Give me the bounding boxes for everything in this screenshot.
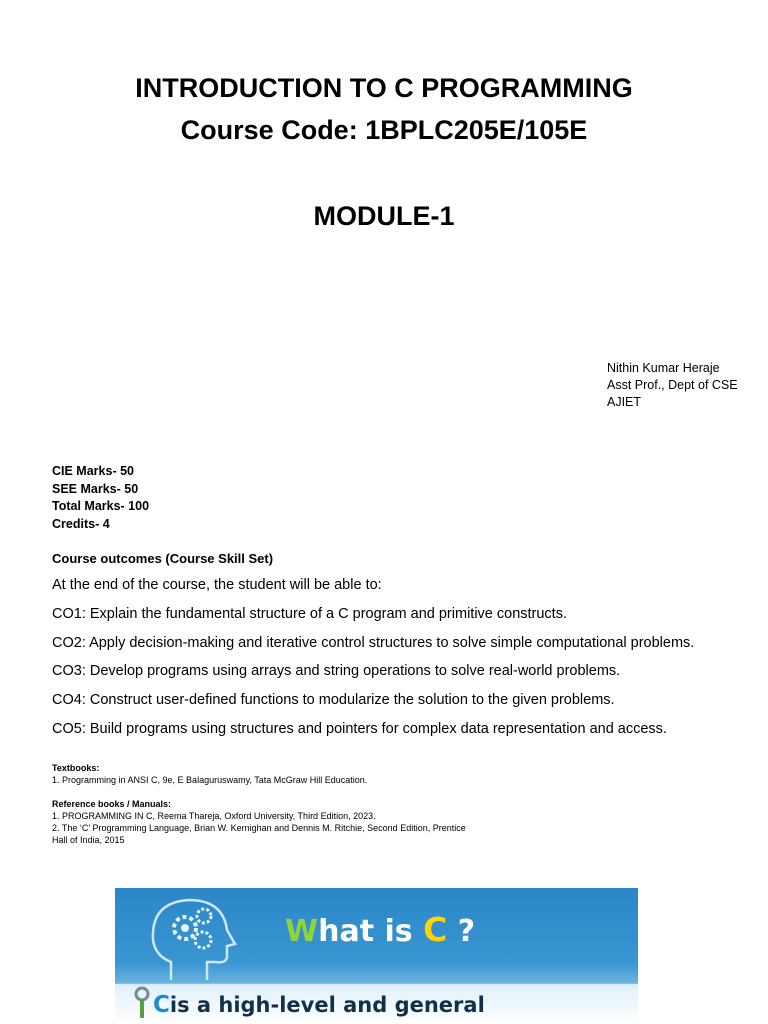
outcome-item: CO2: Apply decision-making and iterative control structures to solve simple computational problems. [52, 634, 695, 651]
reference-item: 1. PROGRAMMING IN C, Reema Thareja, Oxford University, Third Edition, 2023. [52, 811, 376, 821]
author-designation: Asst Prof., Dept of CSE [607, 378, 738, 392]
document-title: INTRODUCTION TO C PROGRAMMING [135, 73, 633, 103]
credits: Credits- 4 [52, 516, 110, 531]
outcome-item: CO5: Build programs using structures and pointers for complex data representation and access. [52, 720, 667, 737]
course-code: Course Code: 1BPLC205E/105E [180, 115, 588, 145]
reference-item: 2. The ‘C’ Programming Language, Brian W. Kernighan and Dennis M. Ritchie, Second Edition, Prentice Hall of India, 2015 [52, 823, 466, 845]
see-marks: SEE Marks- 50 [52, 481, 139, 496]
cie-marks: CIE Marks- 50 [52, 464, 134, 478]
author-name: Nithin Kumar Heraje [607, 361, 720, 375]
module-title: MODULE-1 [313, 201, 455, 231]
marks-block [52, 463, 149, 533]
outcome-item: CO1: Explain the fundamental structure of a C program and primitive constructs. [52, 605, 567, 622]
banner-title: What is C ? [285, 910, 476, 949]
author-block [607, 360, 738, 411]
textbooks-heading: Textbooks: [52, 763, 100, 773]
banner-subtitle: Cis a high-level and general [153, 992, 485, 1018]
author-institution: AJIET [607, 395, 642, 409]
outcomes-heading: Course outcomes (Course Skill Set) [52, 551, 274, 566]
head-gears-icon [141, 892, 251, 982]
total-marks: Total Marks- 100 [52, 499, 150, 513]
outcomes-list [52, 575, 694, 748]
outcome-item: CO4: Construct user-defined functions to modularize the solution to the given problems. [52, 692, 615, 709]
tools-icon [133, 986, 151, 1020]
references-section [52, 762, 472, 846]
textbook-item: 1. Programming in ANSI C, 9e, E Balaguruswamy, Tata McGraw Hill Education. [52, 775, 368, 785]
what-is-c-banner [115, 888, 638, 1024]
outcomes-intro: At the end of the course, the student will be able to: [52, 577, 382, 593]
outcome-item: CO3: Develop programs using arrays and string operations to solve real-world problems. [52, 663, 621, 680]
references-heading: Reference books / Manuals: [52, 799, 172, 809]
